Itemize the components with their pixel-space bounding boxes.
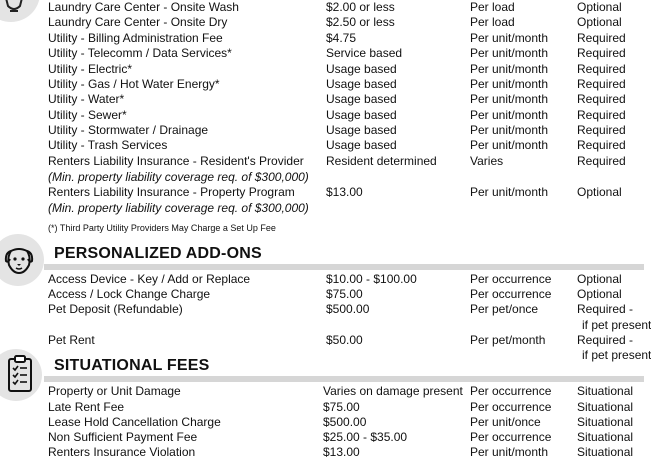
table-row	[0, 123, 640, 139]
table-row	[0, 287, 640, 303]
fee-frequency: Per unit/month	[470, 138, 549, 152]
fee-amount: Usage based	[326, 138, 397, 152]
fee-name: Access Device - Key / Add or Replace	[48, 272, 251, 286]
fee-frequency: Per occurrence	[470, 287, 552, 301]
fee-frequency: Varies	[470, 154, 504, 168]
fee-status: Situational	[577, 384, 634, 398]
fee-amount: Usage based	[326, 108, 397, 122]
fee-status-condition: if pet present	[582, 318, 651, 332]
fee-amount: $50.00	[326, 333, 363, 347]
fee-name: Utility - Billing Administration Fee	[48, 31, 223, 45]
fee-amount: Usage based	[326, 62, 397, 76]
table-row	[0, 170, 640, 186]
fee-name: Utility - Water*	[48, 92, 125, 106]
fee-amount: Service based	[326, 46, 403, 60]
fee-frequency: Per occurrence	[470, 400, 552, 414]
fee-status: Required	[577, 108, 626, 122]
fee-amount: $75.00	[323, 400, 360, 414]
fee-name: Laundry Care Center - Onsite Dry	[48, 15, 228, 29]
fee-frequency: Per load	[470, 0, 515, 14]
fee-name: Pet Deposit (Refundable)	[48, 302, 183, 316]
table-row	[0, 445, 640, 461]
fee-name: Renters Liability Insurance - Resident's Provider	[48, 154, 304, 168]
table-row	[0, 15, 640, 31]
fee-status: Required	[577, 46, 626, 60]
fee-status: Required -	[577, 333, 634, 347]
fee-amount: $10.00 - $100.00	[326, 272, 417, 286]
table-row	[0, 138, 640, 154]
section-divider	[44, 264, 644, 270]
fee-amount: $500.00	[323, 415, 367, 429]
fee-frequency: Per pet/once	[470, 302, 539, 316]
fee-amount: Resident determined	[326, 154, 437, 168]
fee-name: Utility - Trash Services	[48, 138, 168, 152]
fee-frequency: Per unit/month	[470, 123, 549, 137]
fee-frequency: Per unit/month	[470, 185, 549, 199]
fee-name: Renters Insurance Violation	[48, 445, 196, 459]
fee-amount: $4.75	[326, 31, 357, 45]
fee-name: Property or Unit Damage	[48, 384, 181, 398]
fee-status: Required	[577, 92, 626, 106]
section-title-situational-fees: SITUATIONAL FEES	[54, 357, 210, 374]
fee-amount: $75.00	[326, 287, 363, 301]
fee-amount: $2.50 or less	[326, 15, 395, 29]
fee-frequency: Per unit/month	[470, 46, 549, 60]
fee-amount: $2.00 or less	[326, 0, 395, 14]
fee-frequency: Per occurrence	[470, 272, 552, 286]
fee-amount: Usage based	[326, 77, 397, 91]
fee-name: Lease Hold Cancellation Charge	[48, 415, 221, 429]
fee-name: Utility - Electric*	[48, 62, 133, 76]
fee-frequency: Per unit/once	[470, 415, 541, 429]
section-title-personalized-addons: PERSONALIZED ADD-ONS	[54, 245, 262, 262]
fee-name: Access / Lock Change Charge	[48, 287, 211, 301]
fee-status: Optional	[577, 15, 622, 29]
fee-status: Situational	[577, 445, 634, 459]
fee-note: (Min. property liability coverage req. of $300,000)	[48, 170, 309, 184]
fee-frequency: Per unit/month	[470, 77, 549, 91]
table-row	[0, 154, 640, 170]
dog-icon	[3, 245, 35, 275]
table-row	[0, 430, 640, 446]
fee-status: Optional	[577, 0, 622, 14]
table-row	[0, 62, 640, 78]
fee-status: Situational	[577, 430, 634, 444]
fee-frequency: Per occurrence	[470, 430, 552, 444]
table-row	[0, 272, 640, 288]
fee-name: Utility - Sewer*	[48, 108, 127, 122]
table-row	[0, 108, 640, 124]
fee-status: Optional	[577, 287, 622, 301]
table-row	[0, 384, 640, 400]
table-row	[0, 302, 640, 318]
table-row	[0, 92, 640, 108]
fee-frequency: Per unit/month	[470, 62, 549, 76]
fee-name: Pet Rent	[48, 333, 95, 347]
table-row	[0, 46, 640, 62]
table-row	[0, 185, 640, 201]
fee-frequency: Per pet/month	[470, 333, 546, 347]
fee-amount: $13.00	[323, 445, 360, 459]
fee-frequency: Per load	[470, 15, 515, 29]
fee-status: Required	[577, 123, 626, 137]
fee-amount: Usage based	[326, 92, 397, 106]
fee-status: Required	[577, 77, 626, 91]
fee-status: Required	[577, 62, 626, 76]
fee-frequency: Per unit/month	[470, 92, 549, 106]
fee-status: Situational	[577, 400, 634, 414]
fee-status: Required	[577, 138, 626, 152]
fee-status: Required	[577, 154, 626, 168]
fee-name: Utility - Gas / Hot Water Energy*	[48, 77, 220, 91]
fee-amount: Varies on damage present	[323, 384, 463, 398]
table-row	[0, 0, 640, 16]
fee-status: Required	[577, 31, 626, 45]
fee-status: Optional	[577, 272, 622, 286]
table-row	[0, 333, 640, 349]
fee-name: Laundry Care Center - Onsite Wash	[48, 0, 239, 14]
section-divider	[44, 376, 644, 382]
footnote: (*) Third Party Utility Providers May Charge a Set Up Fee	[48, 223, 276, 233]
fee-name: Non Sufficient Payment Fee	[48, 430, 198, 444]
table-row	[0, 31, 640, 47]
fee-note: (Min. property liability coverage req. of $300,000)	[48, 201, 309, 215]
table-row	[0, 415, 640, 431]
table-row	[0, 201, 640, 217]
fee-frequency: Per occurrence	[470, 384, 552, 398]
fee-name: Late Rent Fee	[48, 400, 125, 414]
fee-status: Required -	[577, 302, 634, 316]
fee-status: Optional	[577, 185, 622, 199]
fee-amount: $25.00 - $35.00	[323, 430, 408, 444]
fee-status-condition: if pet present	[582, 348, 651, 362]
fee-status: Situational	[577, 415, 634, 429]
fee-frequency: Per unit/month	[470, 31, 549, 45]
table-row	[0, 400, 640, 416]
fee-name: Renters Liability Insurance - Property Program	[48, 185, 295, 199]
fee-frequency: Per unit/month	[470, 108, 549, 122]
table-row	[0, 318, 651, 334]
fee-frequency: Per unit/month	[470, 445, 549, 459]
fee-name: Utility - Stormwater / Drainage	[48, 123, 209, 137]
fee-amount: $13.00	[326, 185, 363, 199]
fee-name: Utility - Telecomm / Data Services*	[48, 46, 232, 60]
table-row	[0, 77, 640, 93]
fee-amount: Usage based	[326, 123, 397, 137]
fee-amount: $500.00	[326, 302, 370, 316]
